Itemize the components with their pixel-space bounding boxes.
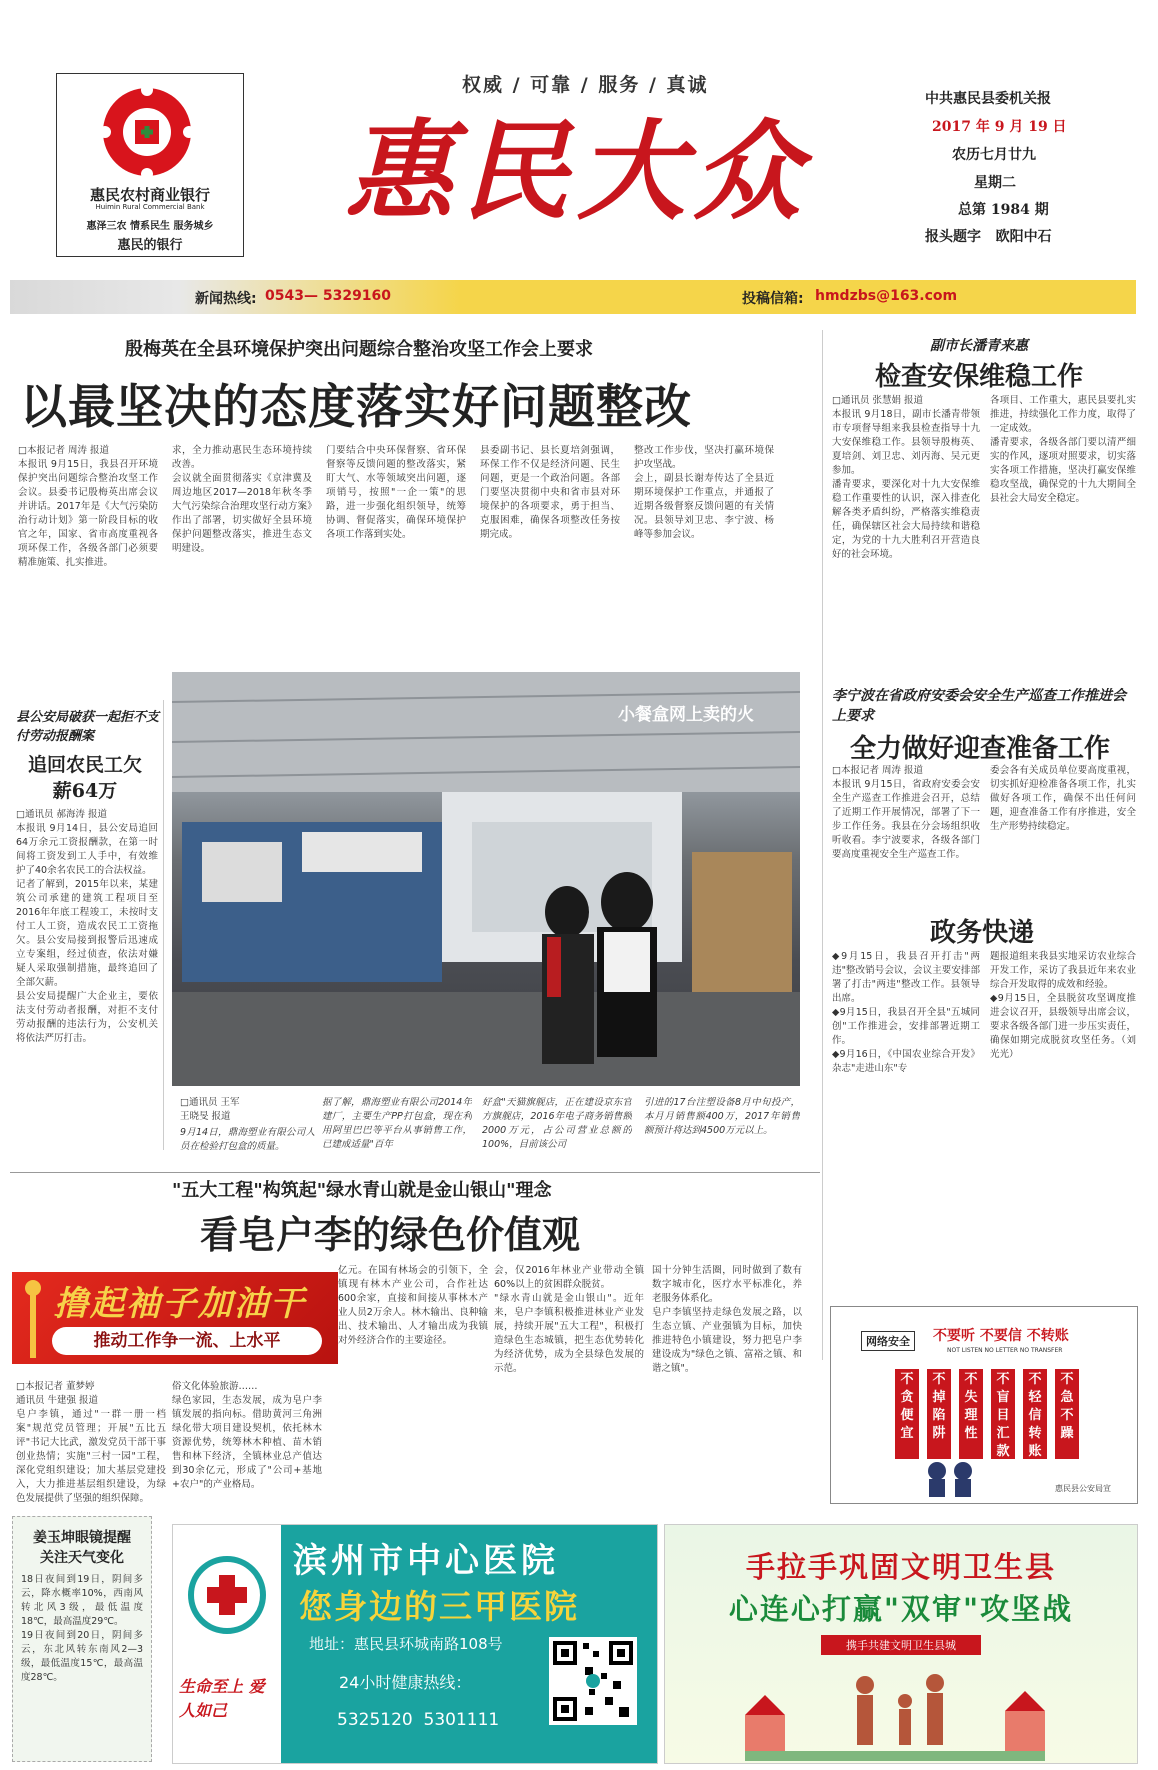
briefs-col-1: ◆9月15日，我县召开打击"两违"整改销号会议，会议主要安排部署了打击"两违"整改工作。县领导出席。 ◆9月15日，我县召开全县"五城同创"工作推进会，安排部署近期工作。 ◆9月16日，《中国农业综合开发》杂志"走进山东"专 [832,951,980,1074]
lunar-date: 农历七月廿九 [952,147,1036,163]
feature-col-2: 会，仅2016年林业产业带动全镇60%以上的贫困群众脱贫。 "绿水青山就是金山银山"。近年来，皂户李镇积极推进林业产业发展，持续开展"五大工程"，积极打造绿色生态城镇，把生态优势转化为经济优势，成为全县绿色发展的示范。 [494,1265,644,1374]
section-divider [10,1172,820,1173]
sidebar2-col-2: 委会各有关成员单位要高度重视，切实抓好迎检准备各项工作，扎实做好各项工作，确保不出任何问题，迎查准备工作有序推进，安全生产形势持续稳定。 [990,765,1136,832]
security-ad-sub: NOT LISTEN NO LETTER NO TRANSFER [947,1347,1063,1354]
hospital-name: 滨州市中心医院 [293,1541,559,1581]
weather-title-2: 关注天气变化 [40,1550,124,1566]
hospital-slogan: 您身边的三甲医院 [299,1587,579,1626]
bank-slogan: 惠泽三农 情系民生 服务城乡 [86,221,214,232]
security-slogan-2 [927,1369,951,1459]
info-bar [10,280,1136,314]
security-slogan-1-text: 不贪便宜 [900,1372,914,1441]
photo-caption-title: 小餐盒网上卖的火 [618,705,754,725]
qr-code-icon[interactable] [549,1637,637,1725]
bank-ad [56,73,244,257]
weather-title-1: 姜玉坤眼镜提醒 [33,1530,131,1546]
briefs-headline: 政务快递 [930,918,1035,948]
bank-logo-icon [97,82,197,182]
photo-caption-1: 9月14日，鼎海塑业有限公司人员在检验打包盒的质量。 [180,1127,315,1152]
security-slogan-2-text: 不掉陷阱 [932,1372,946,1441]
security-ad [830,1306,1138,1504]
security-slogan-1 [895,1369,919,1459]
newspaper-title: 惠民大众 [345,109,810,235]
weather-box [12,1516,152,1762]
campaign-banner [12,1272,338,1364]
bank-name: 惠民农村商业银行 [89,186,210,204]
security-slogan-6-text: 不急不躁 [1060,1372,1074,1441]
security-ad-footer: 惠民县公安局宣 [1055,1484,1111,1493]
security-slogan-4-text: 不盲目汇款 [996,1372,1010,1459]
security-ad-headline: 不要听 不要信 不转账 [933,1328,1069,1344]
sidebar2-headline: 全力做好迎查准备工作 [850,734,1111,764]
hospital-motto: 生命至上 爱人如己 [179,1677,265,1720]
weekday: 星期二 [974,175,1016,191]
lead-col-1: □本报记者 周涛 报道 本报讯 9月15日，我县召开环境保护突出问题综合整治攻坚工作会议。县委书记殷梅英出席会议并讲话。2017年是《大气污染防治行动计划》第一阶段目标的收官之年，国家、省市高度重视各项环保工作，各级各部门必须要精准施策、扎实推进。 [18,445,158,568]
motto: 权威 / 可靠 / 服务 / 真诚 [462,74,709,96]
weather-body: 18日夜间到19日，阴间多云，降水概率10%，西南风转北风3级，最低温度18℃，最高温度29℃。 19日夜间到20日，阴间多云，东北风转东南风2—3级，最低温度15℃，最高温度28℃。 [21,1574,143,1683]
factory-photo [172,672,800,1086]
lead-headline: 以最坚决的态度落实好问题整改 [20,380,692,435]
sidebar1-kicker: 副市长潘青来惠 [930,338,1028,354]
hotline-label: 新闻热线: [195,291,257,307]
family-silhouette-icon [745,1655,1045,1761]
sidebar2-kicker: 李宁波在省政府安委会安全生产巡查工作推进会上要求 [832,688,1126,724]
lead-kicker: 殷梅英在全县环境保护突出问题综合整治攻坚工作会上要求 [125,339,593,360]
feature-col-3: 国十分钟生活圈，同时做到了数有数字城市化，医疗水平标准化，养老服务体系化。 皂户李镇坚持走绿色发展之路，以生态立镇、产业强镇为目标，加快推进特色小镇建设，努力把皂户李建设成为"绿色之镇、富裕之镇、和谐之镇"。 [652,1265,802,1374]
lead-col-3: 门要结合中央环保督察、省环保督察等反馈问题的整改落实，紧盯大气、水等领域突出问题，逐项销号，按照"一企一策"的思路，进一步强化组织领导，统筹协调、督促落实，确保环境保护各项工作落到实处。 [326,445,466,540]
campaign-banner-title: 撸起袖子加油干 [54,1284,306,1324]
email-label: 投稿信箱: [742,291,804,307]
sidebar1-col-2: 各项目、工作重大，惠民县要扎实推进，持续强化工作力度，取得了一定成效。 潘青要求，各级各部门要以清严细实的作风，逐项对照要求，切实落实各项工作措施，坚决打赢安保维稳攻坚战，确保党的十九大期间全县社会大局安全稳定。 [990,395,1136,504]
photo-caption-4: 引进的17台注塑设备8月中旬投产，本月月销售额400万，2017年销售额预计将达到4500万元以上。 [644,1097,800,1136]
column-divider-left [163,700,164,1150]
security-slogan-6 [1055,1369,1079,1459]
campaign-banner-subtitle: 推动工作争一流、上水平 [52,1327,322,1355]
lead-col-5: 整改工作步伐，坚决打赢环境保护攻坚战。 会上，副县长谢寿传达了全县近期环境保护工作重点，并通报了近期各级督察反馈问题的有关情况。县领导刘卫忠、李宁波、杨峰等参加会议。 [634,445,774,540]
sidebar1-headline: 检查安保维稳工作 [875,362,1084,392]
lead-col-2: 求，全力推动惠民生态环境持续改善。 会议就全面贯彻落实《京津冀及周边地区2017—2018年秋冬季大气污染综合治理攻坚行动方案》作出了部署，切实做好全县环境保护问题整改落实，推进生态文明建设。 [172,445,312,554]
email-address[interactable]: hmdzbs@163.com [815,288,958,304]
bank-name-en: Huimin Rural Commercial Bank [95,203,205,211]
feature-col-left: □本报记者 董梦婷 通讯员 牛建强 报道 皂户李镇，通过"一群一册一档案"规范党员管理；开展"五比五评"书记大比武，激发党员干部干事创业热情；实施"三村一园"工程，深化党组织建设；加大基层党建投入，大力推进基层组织建设，为绿色发展提供了坚强的组织保障。 [16,1381,166,1504]
feature-kicker: "五大工程"构筑起"绿水青山就是金山银山"理念 [172,1180,552,1201]
hospital-phones[interactable]: 5325120 5301111 [337,1710,500,1730]
lead-col-4: 县委副书记、县长夏培剑强调，环保工作不仅是经济问题、民生问题，更是一个政治问题。各部门要坚决贯彻中央和省市县对环境保护的各项要求，勇于担当、克服困难，确保各项整改任务按期完成。 [480,445,620,540]
security-slogan-3-text: 不失理性 [964,1372,978,1441]
security-slogan-4 [991,1369,1015,1459]
hospital-hotline-label: 24小时健康热线： [339,1673,472,1692]
police-figure-icon [921,1459,981,1499]
issue-number: 总第 1984 期 [958,202,1049,218]
labor-headline: 追回农民工欠薪64万 [27,754,142,802]
civic-line-2: 心连心打赢"双审"攻坚战 [728,1592,1074,1626]
hospital-logo-icon [187,1555,267,1635]
title-calligraphy-credit: 报头题字 欧阳中石 [925,229,1052,245]
photo-caption-2: 据了解，鼎海塑业有限公司2014年建厂，主要生产PP打包盒，现在利用阿里巴巴等平台从事销售工作，已建成适量"百年 [322,1097,472,1150]
security-ad-label: 网络安全 [861,1331,915,1351]
security-slogan-3 [959,1369,983,1459]
labor-body: □通讯员 郝海涛 报道 本报讯 9月14日，县公安局追回64万余元工资报酬款，在第一时间将工资发到工人手中，有效维护了40余名农民工的合法权益。 记者了解到，2015年以来，某建筑公司承建的建筑工程项目至2016年年底工程竣工，未按时支付工人工资，造成农民工工资拖欠。县公安局接到报警后迅速成立专案组，经过侦查，依法对嫌疑人采取强制措施，最终追回了全部欠薪。 县公安局提醒广大企业主，要依法支付劳动者报酬，对拒不支付劳动报酬的违法行为，公安机关将依法严厉打击。 [16,809,158,1044]
labor-kicker: 县公安局破获一起拒不支付劳动报酬案 [16,710,160,744]
sidebar2-col-1: □本报记者 周涛 报道 本报讯 9月15日，省政府安委会安全生产巡查工作推进会召开，总结了近期工作开展情况，部署了下一步工作任务。我县在分会场组织收听收看。李宁波要求，各级各部门要高度重视安全生产巡查工作。 [832,765,980,860]
hospital-address: 地址：惠民县环城南路108号 [309,1635,503,1653]
security-slogan-5-text: 不轻信转账 [1028,1372,1042,1459]
hospital-ad [172,1524,658,1764]
photo-credit: □通讯员 王军 王晓旻 报道 [180,1097,240,1122]
civic-footer: 携手共建文明卫生县城 [821,1635,981,1655]
flag-icon [18,1278,48,1358]
column-divider [822,330,823,1360]
hotline-number: 0543— 5329160 [265,288,392,304]
photo-caption-3: 好盒"天猫旗舰店，正在建设京东官方旗舰店，2016年电子商务销售额2000万元，占公司营业总额的100%，目前该公司 [482,1097,632,1150]
briefs-col-2: 题报道组来我县实地采访农业综合开发工作，采访了我县近年来农业综合开发取得的成效和经验。 ◆9月15日，全县脱贫攻坚调度推进会议召开，县级领导出席会议，要求各级各部门进一步压实责任，确保如期完成脱贫攻坚任务。（刘光光） [990,951,1136,1060]
issue-date: 2017 年 9 月 19 日 [932,119,1067,135]
civic-line-1: 手拉手巩固文明卫生县 [745,1550,1056,1584]
feature-col-mid: 俗文化体验旅游…… 绿色家园，生态发展，成为皂户李镇发展的指向标。借助黄河三角洲绿化带大项目建设契机，依托林木资源优势，统筹林木种植、苗木销售和林下经济，全镇林业总产值达到30余亿元，形成了"公司+基地+农户"的产业格局。 [172,1381,322,1490]
security-slogan-5 [1023,1369,1047,1459]
sidebar1-col-1: □通讯员 张慧娟 报道 本报讯 9月18日，副市长潘青带领市专项督导组来我县检查指导十九大安保维稳工作。县领导殷梅英、夏培剑、刘卫忠、刘丙海、吴元更参加。 潘青要求，要深化对十九大安保维稳工作重要性的认识，深入排查化解各类矛盾纠纷，严格落实维稳责任，确保辖区社会大局持续和谐稳定，为党的十九大胜利召开营造良好的社会环境。 [832,395,980,560]
bank-tagline: 惠民的银行 [117,238,183,253]
organ-name: 中共惠民县委机关报 [925,91,1051,107]
civic-ad [664,1524,1138,1764]
feature-col-1: 亿元。在国有林场会的引领下，全镇现有林木产业公司，合作社达600余家，直接和间接从事林木产业人员2万余人。林木输出、良种输出、技术输出、人才输出成为我镇对外经济合作的主要途径。 [338,1265,488,1346]
feature-headline: 看皂户李的绿色价值观 [200,1212,581,1257]
